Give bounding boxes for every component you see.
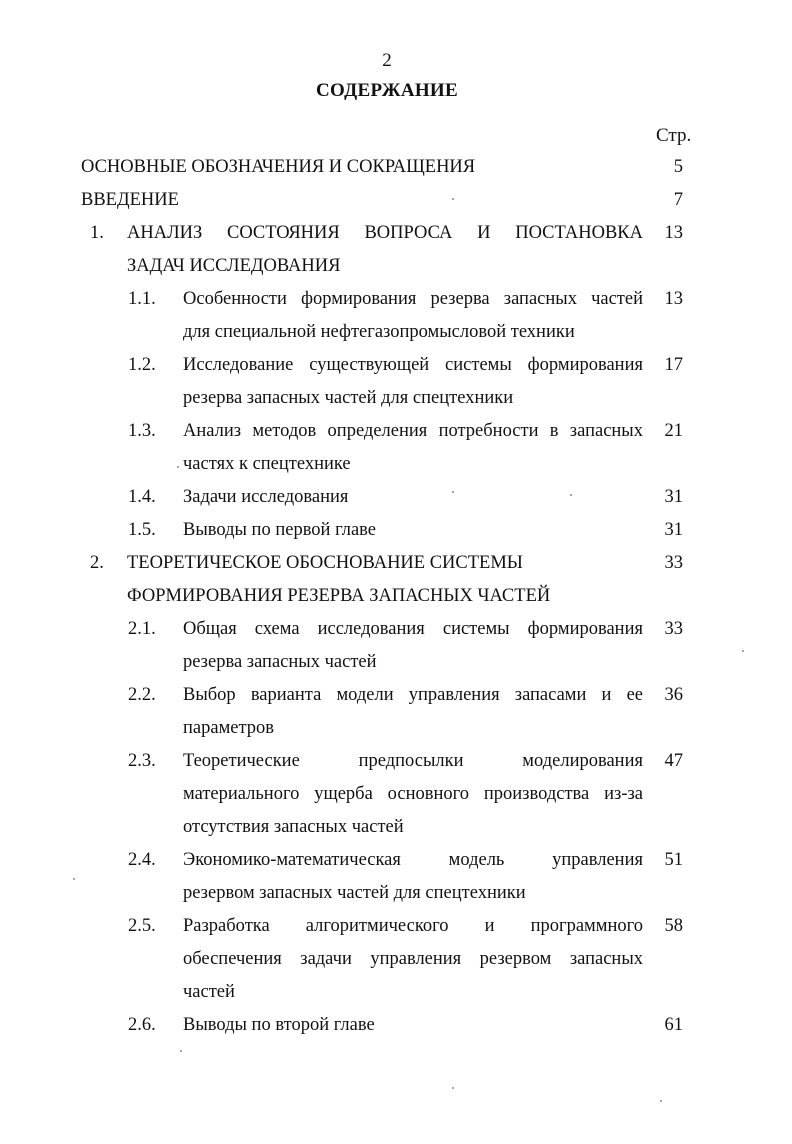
toc-entry-page: 51 — [664, 850, 683, 870]
scan-speck — [180, 1050, 182, 1052]
toc-entry-page: 36 — [664, 685, 683, 705]
toc-entry-number: 2.1. — [128, 619, 156, 639]
toc-entry-page: 33 — [664, 553, 683, 573]
toc-entry-page: 58 — [664, 916, 683, 936]
scan-speck — [177, 466, 179, 468]
toc-entry-title: Разработка алгоритмического и программного обеспечения задачи управления резервом запасных частей — [183, 916, 643, 1002]
toc-entry-title: Задачи исследования — [183, 487, 349, 507]
scan-speck — [570, 494, 572, 496]
toc-entry-page: 33 — [664, 619, 683, 639]
toc-entry-title: Экономико-математическая модель управления резервом запасных частей для спецтехники — [183, 850, 643, 903]
toc-entry-number: 1.2. — [128, 355, 156, 375]
scan-speck — [452, 198, 454, 200]
toc-entry-page: 31 — [664, 520, 683, 540]
page-number: 2 — [382, 50, 392, 71]
toc-entry-title: Исследование существующей системы формирования резерва запасных частей для спецтехники — [183, 355, 643, 408]
toc-entry-title: ВВЕДЕНИЕ — [81, 190, 179, 210]
toc-entry-number: 2. — [90, 553, 104, 573]
toc-entry-number: 2.3. — [128, 751, 156, 771]
scan-speck — [742, 650, 744, 652]
toc-entry-number: 1.4. — [128, 487, 156, 507]
toc-entry-page: 31 — [664, 487, 683, 507]
toc-entry-page: 5 — [673, 157, 683, 177]
scan-speck — [660, 1100, 662, 1102]
toc-entry-page: 21 — [664, 421, 683, 441]
toc-entry-number: 1. — [90, 223, 104, 243]
page-title: СОДЕРЖАНИЕ — [316, 80, 458, 101]
toc-entry-number: 1.5. — [128, 520, 156, 540]
toc-entry-title: Особенности формирования резерва запасных частей для специальной нефтегазопромысловой техники — [183, 289, 643, 342]
scan-speck — [73, 878, 75, 880]
toc-entry-page: 61 — [664, 1015, 683, 1035]
toc-entry-number: 1.1. — [128, 289, 156, 309]
toc-entry-title: ТЕОРЕТИЧЕСКОЕ ОБОСНОВАНИЕ СИСТЕМЫ ФОРМИРОВАНИЯ РЕЗЕРВА ЗАПАСНЫХ ЧАСТЕЙ — [127, 553, 551, 606]
toc-entry-page: 13 — [664, 289, 683, 309]
toc-entry-title: ОСНОВНЫЕ ОБОЗНАЧЕНИЯ И СОКРАЩЕНИЯ — [81, 157, 476, 177]
toc-entry-number: 2.5. — [128, 916, 156, 936]
toc-entry-title: Теоретические предпосылки моделирования материального ущерба основного производства из-за отсутствия запасных частей — [183, 751, 643, 837]
toc-entry-page: 7 — [673, 190, 683, 210]
scan-speck — [452, 491, 454, 493]
toc-entry-title: Анализ методов определения потребности в запасных частях к спецтехнике — [183, 421, 643, 474]
toc-entry-title: Общая схема исследования системы формирования резерва запасных частей — [183, 619, 643, 672]
toc-entry-page: 17 — [664, 355, 683, 375]
toc-entry-title: Выводы по второй главе — [183, 1015, 375, 1035]
toc-entry-number: 2.6. — [128, 1015, 156, 1035]
toc-entry-number: 2.2. — [128, 685, 156, 705]
toc-entry-number: 1.3. — [128, 421, 156, 441]
toc-entry-title: АНАЛИЗ СОСТОЯНИЯ ВОПРОСА И ПОСТАНОВКА ЗАДАЧ ИССЛЕДОВАНИЯ — [127, 223, 643, 276]
scan-speck — [452, 1087, 454, 1089]
pages-column-header: Стр. — [656, 125, 692, 146]
toc-entry-title: Выводы по первой главе — [183, 520, 377, 540]
toc-entry-page: 47 — [664, 751, 683, 771]
toc-entry-title: Выбор варианта модели управления запасами и ее параметров — [183, 685, 643, 738]
toc-entry-page: 13 — [664, 223, 683, 243]
toc-entry-number: 2.4. — [128, 850, 156, 870]
